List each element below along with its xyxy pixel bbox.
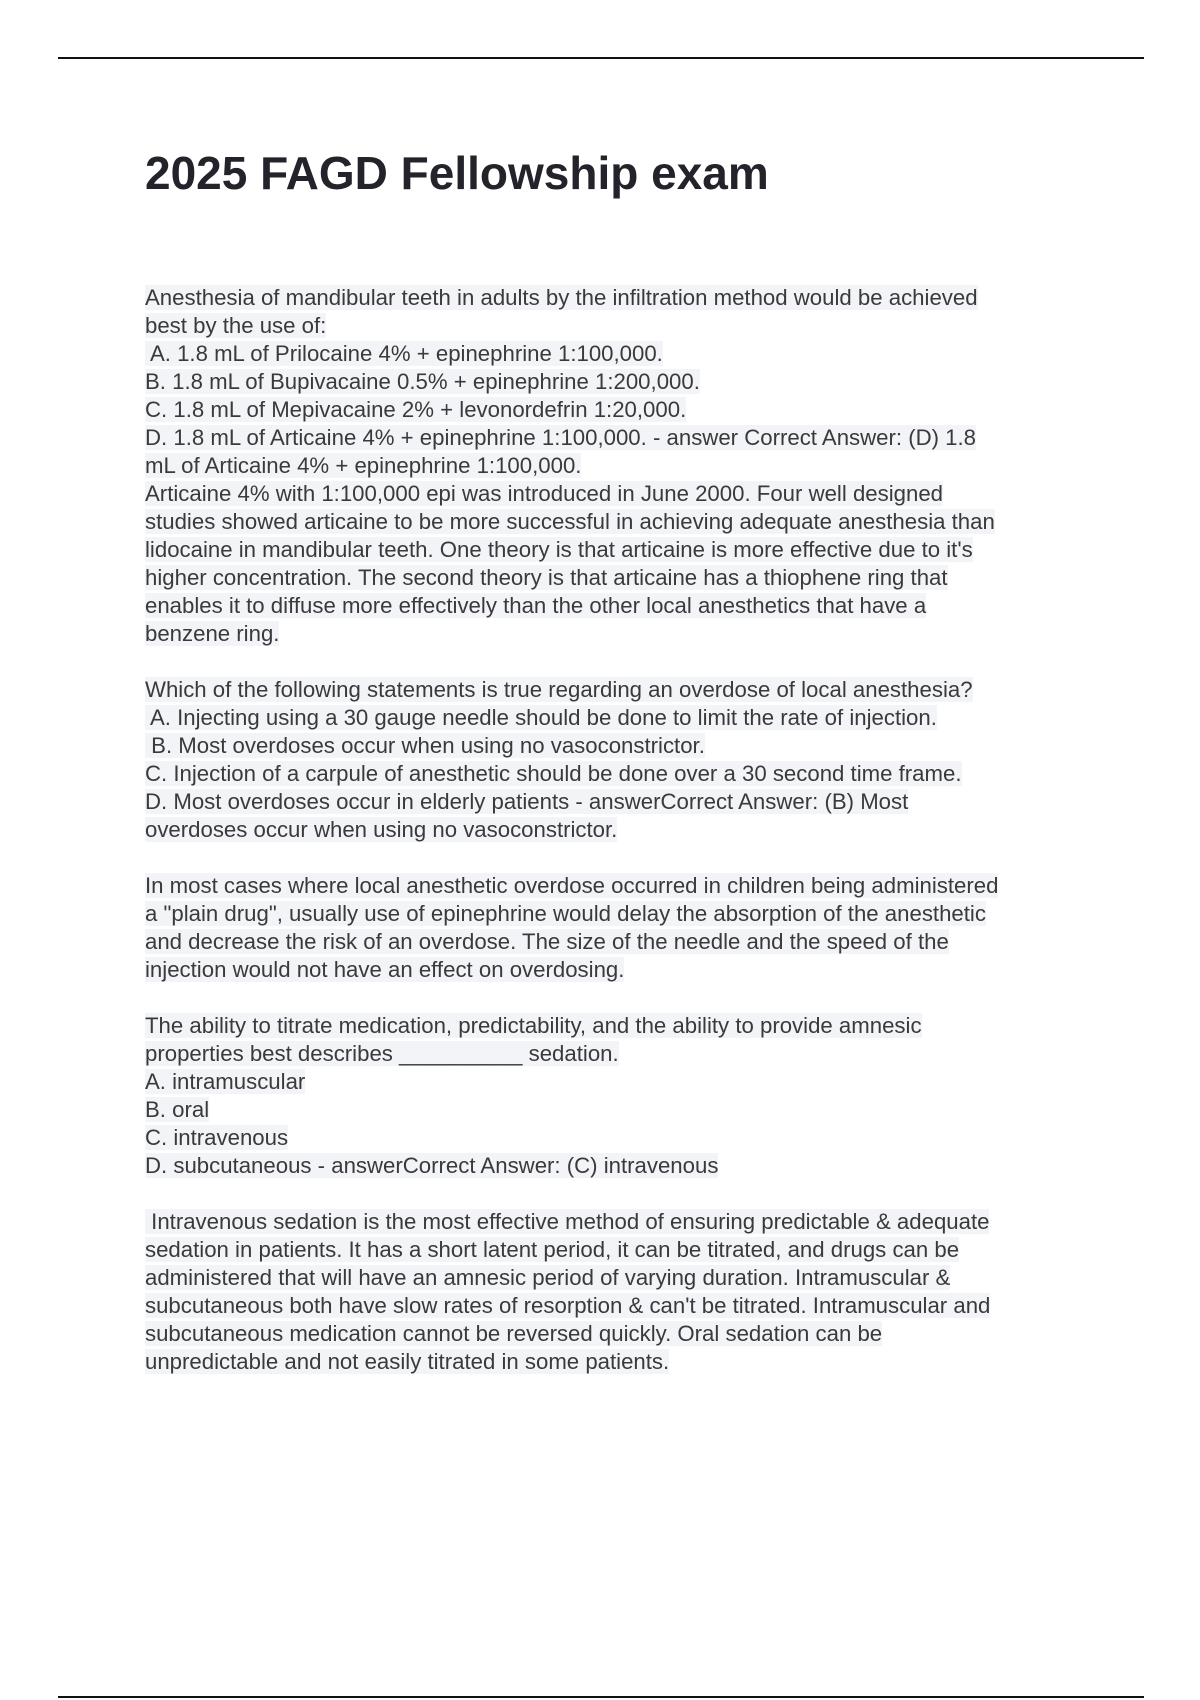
- text-line: [145, 1096, 1085, 1124]
- text-line: [145, 1152, 1085, 1180]
- text-line-content: enables it to diffuse more effectively than the other local anesthetics that have a: [145, 593, 927, 618]
- text-line: [145, 732, 1085, 760]
- text-line-content: B. Most overdoses occur when using no vasoconstrictor.: [145, 733, 705, 758]
- text-block: [145, 1208, 1085, 1376]
- text-line: [145, 704, 1085, 732]
- text-line: [145, 900, 1085, 928]
- text-line-content: Articaine 4% with 1:100,000 epi was introduced in June 2000. Four well designed: [145, 481, 944, 506]
- text-line: [145, 816, 1085, 844]
- text-line: [145, 312, 1085, 340]
- text-line: [145, 536, 1085, 564]
- text-line-content: best by the use of:: [145, 313, 327, 338]
- text-line-content: sedation in patients. It has a short latent period, it can be titrated, and drugs can be: [145, 1237, 960, 1262]
- text-line: [145, 760, 1085, 788]
- text-line: [145, 1292, 1085, 1320]
- text-line-content: C. 1.8 mL of Mepivacaine 2% + levonordefrin 1:20,000.: [145, 397, 687, 422]
- text-line-content: D. Most overdoses occur in elderly patients - answerCorrect Answer: (B) Most: [145, 789, 909, 814]
- text-line: [145, 1040, 1085, 1068]
- text-line-content: a "plain drug", usually use of epinephrine would delay the absorption of the anesthetic: [145, 901, 986, 926]
- text-line: [145, 424, 1085, 452]
- text-line-content: C. intravenous: [145, 1125, 289, 1150]
- text-line: [145, 1264, 1085, 1292]
- text-block: [145, 1012, 1085, 1180]
- text-line-content: C. Injection of a carpule of anesthetic should be done over a 30 second time frame.: [145, 761, 962, 786]
- text-line: [145, 956, 1085, 984]
- text-line-content: B. oral: [145, 1097, 210, 1122]
- text-line: [145, 620, 1085, 648]
- text-line: [145, 1012, 1085, 1040]
- text-line-content: Intravenous sedation is the most effective method of ensuring predictable & adequate: [145, 1209, 990, 1234]
- text-line: [145, 480, 1085, 508]
- text-line: [145, 788, 1085, 816]
- text-line-content: subcutaneous medication cannot be reversed quickly. Oral sedation can be: [145, 1321, 883, 1346]
- top-rule: [58, 57, 1144, 59]
- text-line-content: In most cases where local anesthetic overdose occurred in children being administered: [145, 873, 999, 898]
- text-line-content: properties best describes __________ sedation.: [145, 1041, 619, 1066]
- text-line: [145, 284, 1085, 312]
- text-line-content: D. subcutaneous - answerCorrect Answer: (C) intravenous: [145, 1153, 719, 1178]
- text-line-content: A. Injecting using a 30 gauge needle should be done to limit the rate of injection.: [145, 705, 937, 730]
- text-line-content: administered that will have an amnesic period of varying duration. Intramuscular &: [145, 1265, 951, 1290]
- text-line: [145, 1124, 1085, 1152]
- text-line: [145, 564, 1085, 592]
- text-line-content: and decrease the risk of an overdose. The size of the needle and the speed of the: [145, 929, 949, 954]
- text-line-content: A. 1.8 mL of Prilocaine 4% + epinephrine 1:100,000.: [145, 341, 663, 366]
- text-line: [145, 1236, 1085, 1264]
- text-line-content: injection would not have an effect on overdosing.: [145, 957, 625, 982]
- text-line: [145, 1208, 1085, 1236]
- text-block: [145, 676, 1085, 844]
- text-line-content: higher concentration. The second theory is that articaine has a thiophene ring that: [145, 565, 948, 590]
- document-body: [145, 284, 1085, 1404]
- text-line: [145, 368, 1085, 396]
- text-line: [145, 1348, 1085, 1376]
- text-line-content: mL of Articaine 4% + epinephrine 1:100,000.: [145, 453, 582, 478]
- text-line: [145, 872, 1085, 900]
- text-line: [145, 396, 1085, 424]
- text-line-content: D. 1.8 mL of Articaine 4% + epinephrine 1:100,000. - answer Correct Answer: (D) 1.8: [145, 425, 977, 450]
- bottom-rule: [58, 1696, 1144, 1698]
- text-line-content: Which of the following statements is true regarding an overdose of local anesthesia?: [145, 677, 973, 702]
- text-block: [145, 284, 1085, 648]
- page-title: 2025 FAGD Fellowship exam: [145, 147, 769, 199]
- text-line: [145, 340, 1085, 368]
- text-line: [145, 676, 1085, 704]
- text-line: [145, 1320, 1085, 1348]
- text-line: [145, 928, 1085, 956]
- text-line: [145, 1068, 1085, 1096]
- text-line-content: Anesthesia of mandibular teeth in adults by the infiltration method would be achieved: [145, 285, 978, 310]
- text-line: [145, 452, 1085, 480]
- text-line-content: The ability to titrate medication, predictability, and the ability to provide amnesic: [145, 1013, 922, 1038]
- text-line-content: unpredictable and not easily titrated in some patients.: [145, 1349, 670, 1374]
- text-line-content: studies showed articaine to be more successful in achieving adequate anesthesia than: [145, 509, 995, 534]
- text-line-content: B. 1.8 mL of Bupivacaine 0.5% + epinephrine 1:200,000.: [145, 369, 700, 394]
- text-line: [145, 592, 1085, 620]
- text-block: [145, 872, 1085, 984]
- text-line-content: overdoses occur when using no vasoconstrictor.: [145, 817, 618, 842]
- text-line-content: lidocaine in mandibular teeth. One theory is that articaine is more effective due to it's: [145, 537, 973, 562]
- text-line-content: subcutaneous both have slow rates of resorption & can't be titrated. Intramuscular and: [145, 1293, 991, 1318]
- text-line-content: benzene ring.: [145, 621, 280, 646]
- text-line: [145, 508, 1085, 536]
- text-line-content: A. intramuscular: [145, 1069, 306, 1094]
